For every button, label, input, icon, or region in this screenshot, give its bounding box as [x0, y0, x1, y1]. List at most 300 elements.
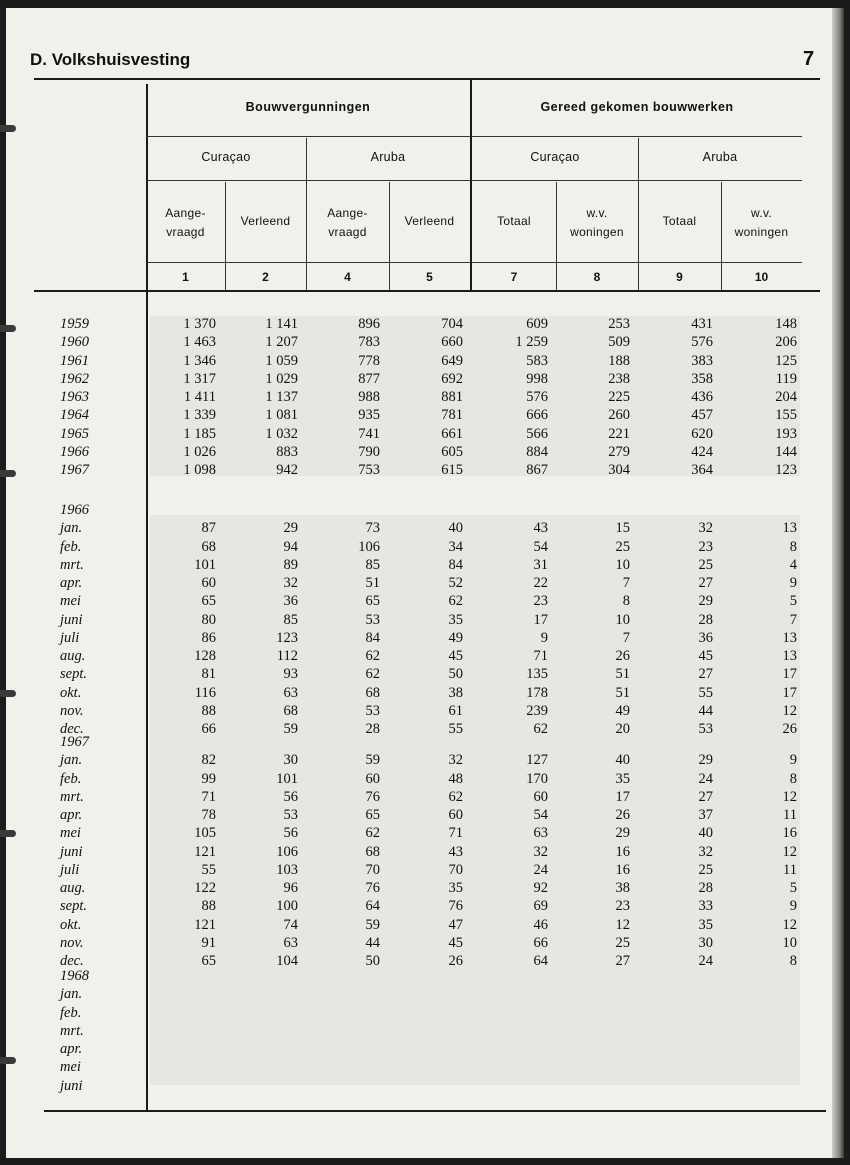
table-cell: 119 — [775, 370, 797, 387]
table-cell: 68 — [201, 538, 216, 555]
row-label: jan. — [60, 520, 83, 537]
column-header-line: Aange- — [327, 206, 368, 220]
table-cell: 50 — [365, 953, 380, 969]
table-cell: 45 — [448, 648, 463, 664]
table-cell: 135 — [526, 666, 548, 683]
table-cell: 790 — [358, 443, 380, 460]
table-cell: 5 — [789, 880, 797, 896]
table-cell: 883 — [276, 443, 298, 460]
row-label: 1966 — [60, 443, 89, 460]
table-cell: 436 — [691, 389, 713, 405]
row-label: mei — [60, 1059, 81, 1076]
table-cell: 49 — [448, 629, 463, 646]
table-cell: 35 — [615, 770, 630, 787]
table-cell: 661 — [441, 425, 463, 442]
row-label: 1963 — [60, 389, 89, 405]
row-label: nov. — [60, 934, 84, 951]
column-header-verleend: Verleend — [404, 214, 455, 228]
table-cell: 4 — [789, 556, 797, 573]
table-cell: 65 — [201, 953, 216, 969]
table-cell: 1 141 — [265, 316, 298, 332]
table-cell: 358 — [691, 370, 713, 387]
row-label: 1967 — [60, 462, 89, 478]
table-cell: 27 — [615, 953, 630, 969]
table-cell: 63 — [283, 684, 298, 701]
row-label: feb. — [60, 538, 82, 555]
table-cell: 12 — [782, 788, 797, 805]
table-cell: 11 — [783, 807, 797, 823]
page-number: 7 — [803, 48, 815, 70]
table-cell: 206 — [775, 334, 797, 351]
row-label: mei — [60, 825, 81, 842]
binder-hole — [0, 830, 16, 837]
table-cell: 16 — [782, 825, 797, 842]
table-cell: 605 — [441, 443, 463, 460]
table-cell: 128 — [194, 648, 216, 664]
table-cell: 54 — [533, 538, 548, 555]
table-cell: 7 — [622, 575, 630, 591]
table-cell: 26 — [448, 953, 463, 969]
row-label: mei — [60, 593, 81, 610]
row-label: 1965 — [60, 425, 89, 442]
table-cell: 155 — [775, 407, 797, 424]
table-cell: 17 — [782, 684, 797, 701]
row-label: jan. — [60, 752, 83, 769]
table-cell: 26 — [782, 721, 797, 737]
table-cell: 225 — [608, 389, 630, 405]
row-label: juni — [60, 1077, 83, 1094]
table-cell: 71 — [201, 788, 216, 805]
table-cell: 80 — [201, 611, 216, 628]
row-label: apr. — [60, 807, 83, 823]
table-cell: 68 — [365, 684, 380, 701]
table-cell: 93 — [283, 666, 298, 683]
column-header-wv-woningen — [721, 204, 802, 242]
binder-hole — [0, 470, 16, 477]
header-rule — [146, 262, 470, 263]
table-cell: 38 — [448, 684, 463, 701]
table-cell: 62 — [365, 666, 380, 683]
table-cell: 25 — [615, 538, 630, 555]
table-cell: 64 — [533, 953, 548, 969]
table-cell: 69 — [533, 898, 548, 915]
table-cell: 1 339 — [183, 407, 216, 424]
table-cell: 1 370 — [183, 316, 216, 332]
table-cell: 457 — [691, 407, 713, 424]
column-header-line: vraagd — [328, 225, 367, 239]
table-cell: 741 — [358, 425, 380, 442]
table-cell: 660 — [441, 334, 463, 351]
header-bottom-rule — [34, 290, 820, 292]
table-cell: 33 — [698, 898, 713, 915]
table-cell: 884 — [526, 443, 548, 460]
table-cell: 92 — [533, 880, 548, 896]
table-cell: 8 — [622, 593, 630, 610]
table-cell: 62 — [533, 721, 548, 737]
column-number: 9 — [676, 270, 683, 284]
table-cell: 105 — [194, 825, 216, 842]
table-cell: 74 — [283, 916, 298, 933]
table-cell: 753 — [358, 462, 380, 478]
table-cell: 60 — [365, 770, 380, 787]
table-cell: 193 — [775, 425, 797, 442]
table-cell: 1 317 — [183, 370, 216, 387]
table-cell: 1 098 — [183, 462, 216, 478]
column-header-line: Aange- — [165, 206, 206, 220]
row-label: sept. — [60, 666, 87, 683]
table-cell: 1 032 — [265, 425, 298, 442]
table-cell: 509 — [608, 334, 630, 351]
row-label: dec. — [60, 721, 84, 737]
subheader-aruba: Aruba — [702, 150, 738, 164]
table-cell: 121 — [194, 916, 216, 933]
table-cell: 125 — [775, 352, 797, 369]
table-cell: 81 — [201, 666, 216, 683]
row-label: 1960 — [60, 334, 89, 351]
table-cell: 7 — [622, 629, 630, 646]
table-cell: 1 259 — [515, 334, 548, 351]
table-cell: 84 — [448, 556, 463, 573]
table-cell: 1 081 — [265, 407, 298, 424]
table-cell: 783 — [358, 334, 380, 351]
column-header-line: vraagd — [166, 225, 205, 239]
table-cell: 877 — [358, 370, 380, 387]
table-cell: 35 — [698, 916, 713, 933]
column-header-aangevraagd — [306, 204, 389, 242]
column-header-line: woningen — [734, 225, 789, 239]
table-cell: 70 — [365, 861, 380, 878]
row-label: 1964 — [60, 407, 89, 424]
table-cell: 17 — [615, 788, 630, 805]
table-cell: 100 — [276, 898, 298, 915]
binder-hole — [0, 125, 16, 132]
table-cell: 62 — [365, 648, 380, 664]
table-cell: 51 — [615, 684, 630, 701]
table-cell: 781 — [441, 407, 463, 424]
row-label: juni — [60, 611, 83, 628]
table-cell: 121 — [194, 843, 216, 860]
table-cell: 1 059 — [265, 352, 298, 369]
table-cell: 11 — [783, 861, 797, 878]
row-label: apr. — [60, 575, 83, 591]
table-cell: 8 — [789, 770, 797, 787]
table-cell: 116 — [194, 684, 216, 701]
table-cell: 17 — [533, 611, 548, 628]
row-label: juni — [60, 843, 83, 860]
column-number: 2 — [262, 270, 269, 284]
table-cell: 40 — [448, 520, 463, 537]
column-header-totaal: Totaal — [662, 214, 697, 228]
table-cell: 424 — [691, 443, 713, 460]
table-cell: 29 — [698, 593, 713, 610]
table-cell: 881 — [441, 389, 463, 405]
table-cell: 44 — [365, 934, 380, 951]
table-cell: 123 — [276, 629, 298, 646]
table-cell: 101 — [194, 556, 216, 573]
column-header-line: w.v. — [751, 206, 772, 220]
row-label: okt. — [60, 684, 82, 701]
table-cell: 56 — [283, 788, 298, 805]
table-cell: 649 — [441, 352, 463, 369]
table-cell: 89 — [283, 556, 298, 573]
subheader-curacao: Curaçao — [530, 150, 580, 164]
table-cell: 50 — [448, 666, 463, 683]
year-label: 1968 — [60, 968, 89, 984]
table-cell: 576 — [691, 334, 713, 351]
table-cell: 13 — [782, 648, 797, 664]
column-header-aangevraagd — [146, 204, 225, 242]
column-number: 7 — [510, 270, 518, 284]
header-rule — [146, 180, 470, 181]
table-cell: 106 — [276, 843, 298, 860]
table-cell: 76 — [365, 880, 380, 896]
table-cell: 666 — [526, 407, 548, 424]
table-cell: 13 — [782, 629, 797, 646]
row-label: mrt. — [60, 1022, 84, 1039]
row-label: 1962 — [60, 370, 89, 387]
table-cell: 27 — [698, 575, 713, 591]
table-cell: 8 — [789, 953, 797, 969]
table-cell: 36 — [698, 629, 713, 646]
table-cell: 25 — [615, 934, 630, 951]
table-cell: 935 — [358, 407, 380, 424]
table-cell: 24 — [698, 770, 713, 787]
table-cell: 238 — [608, 370, 630, 387]
table-cell: 99 — [201, 770, 216, 787]
table-cell: 51 — [365, 575, 380, 591]
table-cell: 87 — [201, 520, 216, 537]
table-cell: 71 — [448, 825, 463, 842]
table-cell: 53 — [365, 702, 380, 719]
section-title: D. Volkshuisvesting — [30, 50, 191, 69]
table-cell: 123 — [775, 462, 797, 478]
permits-group-header: Bouwvergunningen — [245, 100, 371, 114]
table-cell: 9 — [789, 898, 797, 915]
row-label: okt. — [60, 916, 82, 933]
table-cell: 122 — [194, 880, 216, 896]
table-cell: 55 — [201, 861, 216, 878]
table-cell: 7 — [789, 611, 797, 628]
table-cell: 32 — [698, 843, 713, 860]
table-cell: 704 — [441, 316, 463, 332]
table-cell: 170 — [526, 770, 548, 787]
table-cell: 103 — [276, 861, 298, 878]
table-cell: 62 — [365, 825, 380, 842]
table-cell: 28 — [698, 611, 713, 628]
table-cell: 68 — [283, 702, 298, 719]
table-cell: 104 — [276, 953, 298, 969]
table-cell: 63 — [533, 825, 548, 842]
table-cell: 59 — [365, 916, 380, 933]
column-number: 4 — [344, 270, 351, 284]
table-cell: 32 — [698, 520, 713, 537]
table-cell: 26 — [615, 648, 630, 664]
table-cell: 364 — [691, 462, 713, 478]
column-number: 5 — [426, 270, 433, 284]
table-cell: 10 — [615, 611, 630, 628]
table-cell: 28 — [365, 721, 380, 737]
table-cell: 32 — [448, 752, 463, 769]
row-label: jan. — [60, 986, 83, 1003]
table-cell: 27 — [698, 666, 713, 683]
table-cell: 25 — [698, 861, 713, 878]
table-cell: 76 — [448, 898, 463, 915]
table-cell: 62 — [448, 593, 463, 610]
row-label: dec. — [60, 953, 84, 969]
table-cell: 48 — [448, 770, 463, 787]
table-cell: 30 — [698, 934, 713, 951]
row-label: mrt. — [60, 556, 84, 573]
table-cell: 615 — [441, 462, 463, 478]
table-cell: 112 — [276, 648, 298, 664]
row-label: nov. — [60, 702, 84, 719]
table-cell: 34 — [448, 538, 463, 555]
table-cell: 96 — [283, 880, 298, 896]
table-cell: 70 — [448, 861, 463, 878]
table-cell: 38 — [615, 880, 630, 896]
table-cell: 20 — [615, 721, 630, 737]
table-cell: 35 — [448, 611, 463, 628]
table-cell: 12 — [782, 916, 797, 933]
table-cell: 56 — [283, 825, 298, 842]
table-cell: 68 — [365, 843, 380, 860]
table-cell: 30 — [283, 752, 298, 769]
table-cell: 23 — [698, 538, 713, 555]
table-cell: 10 — [615, 556, 630, 573]
table-cell: 24 — [698, 953, 713, 969]
table-cell: 60 — [533, 788, 548, 805]
table-cell: 9 — [789, 575, 797, 591]
table-cell: 29 — [615, 825, 630, 842]
table-cell: 144 — [775, 443, 797, 460]
table-cell: 566 — [526, 425, 548, 442]
table-cell: 106 — [358, 538, 380, 555]
table-cell: 66 — [533, 934, 548, 951]
table-cell: 86 — [201, 629, 216, 646]
table-cell: 37 — [698, 807, 713, 823]
table-cell: 16 — [615, 861, 630, 878]
table-cell: 988 — [358, 389, 380, 405]
table-cell: 84 — [365, 629, 380, 646]
table-cell: 942 — [276, 462, 298, 478]
table-cell: 53 — [283, 807, 298, 823]
table-cell: 12 — [782, 843, 797, 860]
row-label: juli — [60, 861, 80, 878]
row-label: mrt. — [60, 788, 84, 805]
table-cell: 61 — [448, 702, 463, 719]
column-header-line: w.v. — [586, 206, 608, 220]
table-cell: 91 — [201, 934, 216, 951]
row-label: 1961 — [60, 352, 89, 369]
table-cell: 54 — [533, 807, 548, 823]
table-cell: 47 — [448, 916, 463, 933]
completed-group-header: Gereed gekomen bouwwerken — [540, 100, 734, 114]
table-cell: 85 — [365, 556, 380, 573]
table-cell: 431 — [691, 316, 713, 332]
table-cell: 46 — [533, 916, 548, 933]
table-cell: 35 — [448, 880, 463, 896]
table-cell: 94 — [283, 538, 298, 555]
table-cell: 76 — [365, 788, 380, 805]
table-cell: 998 — [526, 370, 548, 387]
table-cell: 188 — [608, 352, 630, 369]
table-cell: 304 — [608, 462, 630, 478]
table-cell: 253 — [608, 316, 630, 332]
table-cell: 40 — [698, 825, 713, 842]
table-cell: 73 — [365, 520, 380, 537]
row-label: feb. — [60, 1004, 82, 1021]
subheader-aruba: Aruba — [370, 150, 406, 164]
table-cell: 9 — [540, 629, 548, 646]
row-label: apr. — [60, 1041, 83, 1057]
row-label: sept. — [60, 898, 87, 915]
table-cell: 45 — [698, 648, 713, 664]
table-cell: 279 — [608, 443, 630, 460]
table-cell: 26 — [615, 807, 630, 823]
table-cell: 43 — [533, 520, 548, 537]
table-cell: 65 — [365, 807, 380, 823]
table-cell: 64 — [365, 898, 380, 915]
table-cell: 85 — [283, 611, 298, 628]
table-cell: 778 — [358, 352, 380, 369]
column-number: 8 — [593, 270, 601, 284]
table-cell: 60 — [448, 807, 463, 823]
binder-hole — [0, 1057, 16, 1064]
table-cell: 66 — [201, 721, 216, 737]
table-cell: 52 — [448, 575, 463, 591]
table-cell: 23 — [533, 593, 548, 610]
table-cell: 59 — [283, 721, 298, 737]
table-cell: 867 — [526, 462, 548, 478]
binder-hole — [0, 690, 16, 697]
row-label: aug. — [60, 880, 86, 896]
table-cell: 82 — [201, 752, 216, 769]
table-cell: 10 — [782, 934, 797, 951]
table-cell: 221 — [608, 425, 630, 442]
table-cell: 28 — [698, 880, 713, 896]
header-rule — [472, 262, 802, 263]
table-cell: 13 — [782, 520, 797, 537]
binder-hole — [0, 325, 16, 332]
table-cell: 12 — [615, 916, 630, 933]
table-cell: 25 — [698, 556, 713, 573]
table-cell: 23 — [615, 898, 630, 915]
column-header-totaal: Totaal — [497, 214, 531, 228]
table-cell: 63 — [283, 934, 298, 951]
table-cell: 620 — [691, 425, 713, 442]
table-cell: 239 — [526, 702, 548, 719]
column-header-wv-woningen — [556, 204, 638, 242]
year-label: 1966 — [60, 502, 89, 518]
column-number: 1 — [182, 270, 189, 284]
table-cell: 44 — [698, 702, 713, 719]
table-cell: 692 — [441, 370, 463, 387]
table-cell: 8 — [789, 538, 797, 555]
row-label: juli — [60, 629, 80, 646]
table-cell: 40 — [615, 752, 630, 769]
table-cell: 32 — [533, 843, 548, 860]
table-cell: 148 — [775, 316, 797, 332]
table-cell: 71 — [533, 648, 548, 664]
subheader-curacao: Curaçao — [201, 150, 251, 164]
top-rule — [34, 78, 820, 80]
table-cell: 60 — [201, 575, 216, 591]
row-label: 1959 — [60, 316, 89, 332]
table-cell: 1 463 — [183, 334, 216, 351]
table-cell: 101 — [276, 770, 298, 787]
table-cell: 1 207 — [265, 334, 298, 351]
table-cell: 383 — [691, 352, 713, 369]
